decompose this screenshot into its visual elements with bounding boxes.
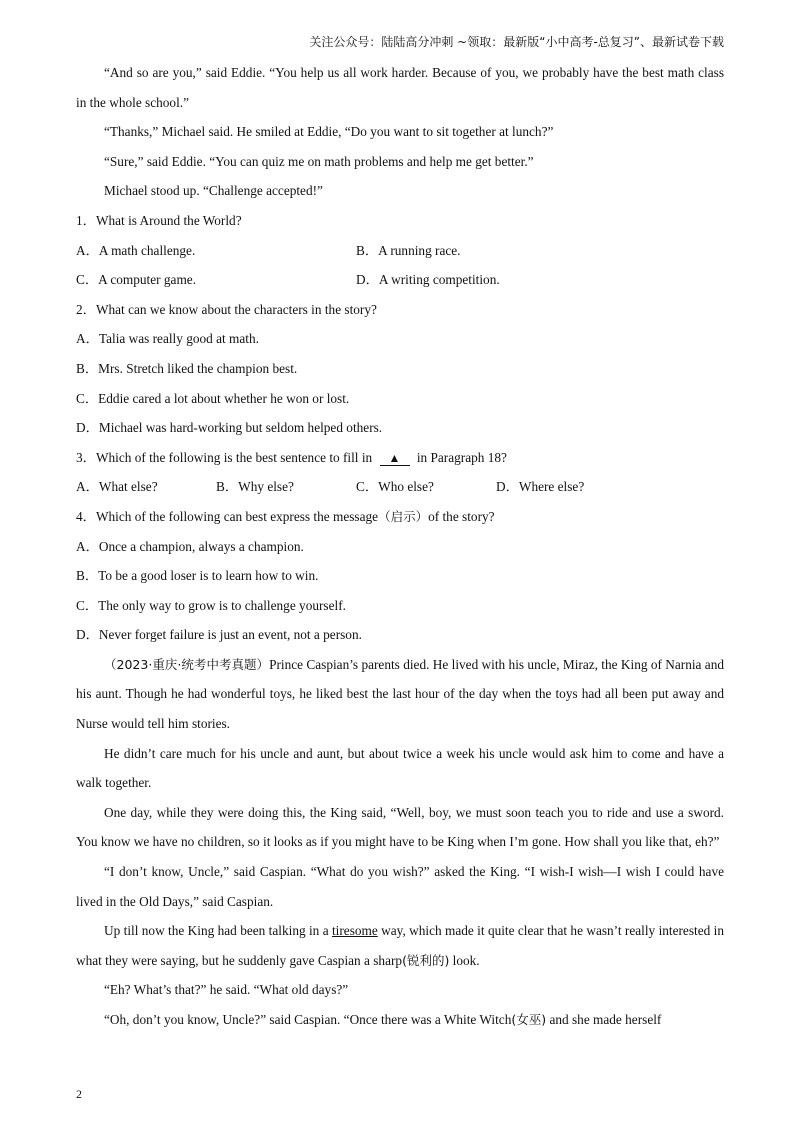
page-header: 关注公众号：陆陆高分冲刺 ~领取：最新版“小中高考-总复习”、最新试卷下载 [309,35,724,49]
page-number: 2 [76,1087,82,1101]
passage-paragraph [76,1005,724,1035]
question-3-stem-post: in Paragraph 18? [416,449,507,465]
option-a: A．Once a champion, always a champion. [76,538,304,554]
option-c: C．Who else? [356,479,434,495]
option-b: B．Why else? [216,479,294,495]
question-4-stem [76,502,724,532]
option-d: D．Never forget failure is just an event, not a person. [76,627,362,643]
passage-text: “Oh, don’t you know, Uncle?” said Caspian. “Once there was a White Witch [104,1012,512,1027]
option-a: A．What else? [76,479,158,495]
option-a: A．A math challenge. [76,242,196,258]
option-b: B．A running race. [356,242,461,258]
option-d: D．Michael was hard-working but seldom helped others. [76,420,383,436]
question-1-options-row [76,265,724,295]
passage-paragraph: He didn’t care much for his uncle and aunt, but about twice a week his uncle would ask him to come and have a walk together. [76,745,724,791]
option-b: B．To be a good loser is to learn how to win. [76,568,319,584]
question-1-options-row [76,236,724,266]
option-d: D．Where else? [496,479,585,495]
story-paragraph: “Thanks,” Michael said. He smiled at Eddie, “Do you want to sit together at lunch?” [104,124,554,140]
question-3-stem-pre: 3．Which of the following is the best sentence to fill in [76,449,373,465]
passage-source: （2023·重庆·统考中考真题） [104,656,270,672]
option-d: D．A writing competition. [356,272,500,288]
underlined-word: tiresome [331,923,378,939]
option-c: C．Eddie cared a lot about whether he won or lost. [76,390,350,406]
question-3-options-row [76,472,724,502]
option-c: C．A computer game. [76,272,197,288]
option-a: A．Talia was really good at math. [76,331,259,347]
passage-paragraph: “I don’t know, Uncle,” said Caspian. “What do you wish?” asked the King. “I wish-I wish—I wish I could have lived in the Old Days,” said Caspian. [76,864,724,909]
passage-paragraph: One day, while they were doing this, the King said, “Well, boy, we must soon teach you to ride and use a sword. You know we have no children, so it looks as if you might have to be King when I’m gone. How shall you like that, eh?” [76,804,724,850]
story-paragraph: Michael stood up. “Challenge accepted!” [104,183,323,199]
passage-paragraph [76,650,724,739]
passage-text: way, which made it quite clear that he wasn’t really interested in what they were saying, but he suddenly gave Caspian a sharp [76,923,724,968]
question-4-stem-pre: 4．Which of the following can best express the message [76,508,379,524]
story-paragraph: “And so are you,” said Eddie. “You help us all work harder. Because of you, we probably have the best math class in the whole school.” [76,65,724,110]
option-b: B．Mrs. Stretch liked the champion best. [76,360,298,376]
blank-marker: ▲ [380,451,410,466]
story-paragraph: “Sure,” said Eddie. “You can quiz me on math problems and help me get better.” [104,153,534,169]
document-body [76,58,724,1035]
passage-text: and she made herself [549,1012,662,1027]
passage-text: Up till now the King had been talking in a [104,923,329,939]
option-c: C．The only way to grow is to challenge yourself. [76,597,346,613]
question-1-stem: 1．What is Around the World? [76,212,242,228]
passage-cjk-gloss: (女巫) [511,1012,547,1027]
question-3-stem [76,443,724,473]
passage-text: Prince Caspian’s parents died. He lived with his uncle, Miraz, the King of Narnia and his aunt. Though he had wonderful toys, he liked best the last hour of the day when the toys had all been put away and Nurse would tell him stories. [76,656,725,732]
passage-paragraph: “Eh? What’s that?” he said. “What old days?” [104,982,349,998]
passage-paragraph [76,916,724,975]
question-4-stem-cjk: （启示） [378,508,429,524]
passage-cjk-gloss: (锐利的) [402,952,450,968]
passage-text: look. [452,952,480,968]
question-2-stem: 2．What can we know about the characters in the story? [76,301,377,317]
question-4-stem-post: of the story? [428,508,495,524]
